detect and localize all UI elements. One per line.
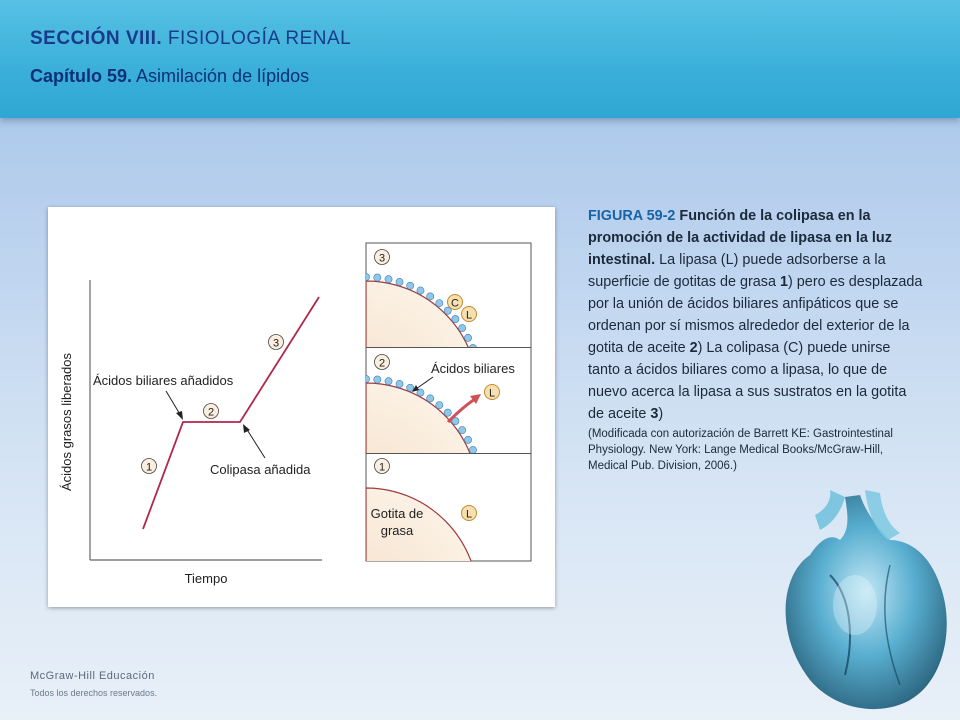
- lipase-l-2: [485, 385, 500, 400]
- section-title: SECCIÓN VIII. FISIOLOGÍA RENAL: [30, 28, 352, 49]
- bile-acid-bead: [407, 282, 414, 289]
- panel-3-num: [375, 250, 390, 265]
- colipase-arrow: [246, 428, 265, 458]
- y-axis-label: Ácidos grasos liberados: [59, 352, 74, 492]
- lipase-l-1: [462, 506, 477, 521]
- svg-text:L: L: [465, 309, 473, 322]
- figure-caption: FIGURA 59-2 Función de la colipasa en la promoción de la actividad de lipasa en la luz intestinal. La lipasa (L) puede adsorberse a la superficie de gotitas de grasa 1) pero es desplazada por la unión de ácidos biliares anfipáticos que se ordenan por sí mismos alrededor del exterior de la gotita de aceite 2) La colipasa (C) puede unirse tanto a ácidos biliares como a lipasa, lo que de nuevo acerca la lipasa a sus sustratos en la gotita de aceite 3) (Modificada con autorización de Barrett KE: Gastrointestinal Physiology. New York: Lange Medical Books/McGraw-Hill, Medical Pub. Division, 2006.): [588, 208, 923, 472]
- bile-acid-bead: [396, 278, 403, 285]
- bile-acid-bead: [452, 315, 459, 322]
- bile-acids-label: Ácidos biliares: [431, 361, 515, 376]
- svg-text:1: 1: [378, 461, 386, 474]
- bile-acid-bead: [459, 325, 466, 332]
- bile-acid-bead: [459, 427, 466, 434]
- bile-acid-bead: [374, 274, 381, 281]
- bile-acid-bead: [444, 409, 451, 416]
- bile-acid-bead: [374, 376, 381, 383]
- header-banner: [0, 0, 960, 118]
- colipase-added-label: Colipasa añadida: [210, 462, 311, 477]
- bile-acid-bead: [469, 446, 476, 453]
- x-axis-label: Tiempo: [184, 571, 228, 586]
- svg-text:1: 1: [145, 461, 153, 474]
- rights-notice: Todos los derechos reservados.: [30, 688, 158, 698]
- bile-acid-bead: [407, 384, 414, 391]
- marker-2: [204, 404, 219, 419]
- bile-acid-bead: [396, 380, 403, 387]
- svg-text:2: 2: [378, 357, 386, 370]
- figure-panel: [48, 207, 555, 607]
- bile-acid-bead: [427, 293, 434, 300]
- publisher-name: McGraw-Hill Educación: [30, 670, 155, 682]
- marker-1: [142, 459, 157, 474]
- bile-arrowhead: [176, 411, 183, 420]
- bile-acid-bead: [464, 436, 471, 443]
- lipase-l-3: [462, 307, 477, 322]
- figure-source: (Modificada con autorización de Barrett KE: Gastrointestinal Physiology. New York: Lange Medical Books/McGraw-Hill, Medical Pub. Division, 2006.): [588, 428, 893, 472]
- bile-acid-bead: [464, 334, 471, 341]
- panel-2-num: [375, 355, 390, 370]
- figure-diagram: [48, 207, 555, 607]
- bile-acid-bead: [436, 300, 443, 307]
- marker-3: [269, 335, 284, 350]
- bile-acid-bead: [362, 375, 369, 382]
- svg-text:C: C: [451, 297, 459, 310]
- droplet-label-1: Gotita de: [370, 506, 424, 521]
- heart-illustration: [770, 485, 960, 720]
- bile-acids-added-label: Ácidos biliares añadidos: [93, 373, 234, 388]
- bile-acid-bead: [427, 395, 434, 402]
- bile-acid-bead: [436, 402, 443, 409]
- figure-title: Función de la colipasa en la promoción de la actividad de lipasa en la luz intestinal.: [588, 208, 892, 268]
- figure-number: FIGURA 59-2: [588, 208, 676, 224]
- svg-text:3: 3: [378, 252, 386, 265]
- bile-acid-bead: [362, 273, 369, 280]
- release-curve: [143, 297, 319, 529]
- chapter-title: Capítulo 59. Asimilación de lípidos: [30, 66, 310, 86]
- svg-text:3: 3: [272, 337, 280, 350]
- svg-text:L: L: [465, 508, 473, 521]
- bile-acid-bead: [385, 276, 392, 283]
- colipase-arrowhead: [243, 424, 250, 433]
- bile-acid-bead: [385, 378, 392, 385]
- colipase-c: [448, 295, 463, 310]
- panel-1-num: [375, 459, 390, 474]
- svg-text:2: 2: [207, 406, 215, 419]
- droplet-label-2: grasa: [380, 523, 414, 538]
- bile-acid-bead: [417, 287, 424, 294]
- svg-text:L: L: [488, 387, 496, 400]
